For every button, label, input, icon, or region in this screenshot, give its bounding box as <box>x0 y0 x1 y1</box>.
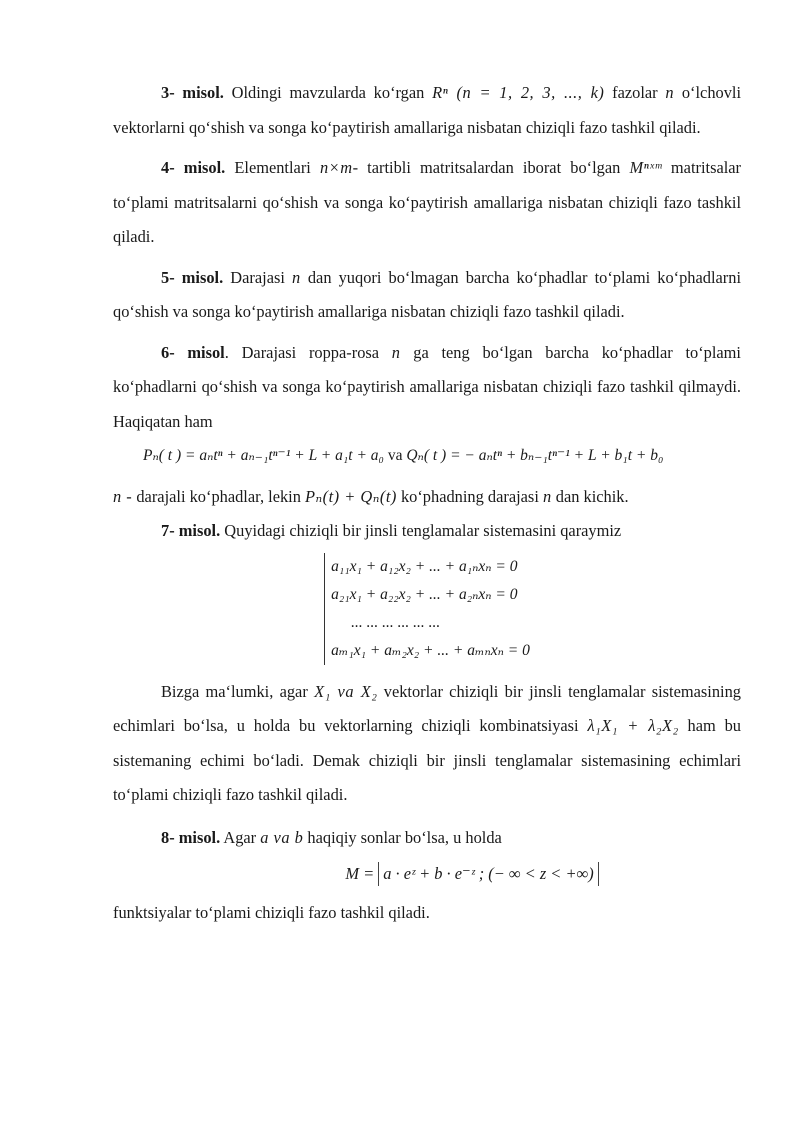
example-8 <box>113 821 741 856</box>
explanation-text: Bizga ma‘lumki, agar <box>161 681 315 701</box>
example-6-label: 6- misol <box>161 342 225 362</box>
equation-row: ... ... ... ... ... ... <box>351 613 441 631</box>
formula-M <box>113 857 741 892</box>
document-body <box>113 76 741 930</box>
math-n: n <box>542 486 552 506</box>
example-8-final: funktsiyalar to‘plami chiziqli fazo tashkil qiladi. <box>113 902 430 922</box>
example-3-label: 3- misol. <box>161 83 224 102</box>
formula-P: Pₙ( t ) = aₙtⁿ + aₙ₋₁tⁿ⁻¹ + L + a₁t + a₀ <box>143 447 384 464</box>
example-5 <box>113 261 741 330</box>
math-sum: Pₙ(t) + Qₙ(t) <box>305 486 397 506</box>
math-n: n <box>292 267 301 287</box>
equation-row: a₁₁x₁ + a₁₂x₂ + ... + a₁ₙxₙ = 0 <box>331 557 518 575</box>
formula-Q: Qₙ( t ) = − aₙtⁿ + bₙ₋₁tⁿ⁻¹ + L + b₁t + b₀ <box>406 447 664 464</box>
example-4-text: Elementlari <box>225 158 320 177</box>
example-3 <box>113 76 741 145</box>
math-n: n - <box>113 486 133 506</box>
example-5-label: 5- misol. <box>161 267 224 287</box>
equation-system-brace <box>324 553 530 665</box>
example-6-text: . Darajasi roppa-rosa <box>224 342 392 362</box>
example-7 <box>113 514 741 549</box>
math-M: Mⁿˣᵐ <box>629 158 662 177</box>
example-6 <box>113 336 741 440</box>
example-3-text: Oldingi mavzularda ko‘rgan <box>223 83 433 102</box>
example-5-text: Darajasi <box>223 267 293 287</box>
equation-row: aₘ₁x₁ + aₘ₂x₂ + ... + aₘₙxₙ = 0 <box>331 641 530 659</box>
example-7-text: Quyidagi chiziqli bir jinsli tenglamalar sistemasini qaraymiz <box>220 521 622 540</box>
example-4-label: 4- misol. <box>161 158 226 177</box>
equation-system <box>113 549 741 671</box>
example-4-text: - tartibli matritsalardan iborat bo‘lgan <box>352 158 630 177</box>
equation-row: a₂₁x₁ + a₂₂x₂ + ... + a₂ₙxₙ = 0 <box>331 585 518 603</box>
math-X1-X2: X₁ va X₂ <box>314 681 378 701</box>
math-Rn: Rⁿ (n = 1, 2, 3, ..., k) <box>432 83 605 102</box>
example-3-text: fazolar <box>604 83 666 102</box>
formula-M-label: M = <box>345 864 375 883</box>
continuation-text: dan kichik. <box>551 486 629 506</box>
explanation-text: vektorlar chiziqli bir jinsli tenglamalar sistemasining echimlari bo‘lsa, u holda bu vektorlarning chiziqli kombinatsiyasi <box>113 681 741 735</box>
math-lambda-comb: λ₁X₁ + λ₂X₂ <box>587 716 679 735</box>
math-a-b: a va b <box>260 827 304 847</box>
continuation-text: ko‘phadning darajasi <box>396 486 543 506</box>
example-4 <box>113 151 741 255</box>
example-8-text: Agar <box>220 827 261 847</box>
formula-pq <box>113 439 741 474</box>
formula-va: va <box>387 447 403 464</box>
example-6-text: ga teng bo‘lgan barcha ko‘phadlar to‘plami ko‘phadlarni qo‘shish va songa ko‘paytirish amallariga nisbatan chiziqli fazo tashkil qilmaydi. Haqiqatan ham <box>113 342 741 431</box>
example-5-text: dan yuqori bo‘lmagan barcha ko‘phadlar to‘plami ko‘phadlarni qo‘shish va songa ko‘paytirish amallariga nisbatan chiziqli fazo tashkil qiladi. <box>113 267 741 321</box>
explanation-text: ham bu sistemaning echimi bo‘ladi. Demak chiziqli bir jinsli tenglamalar sistemasining echimlari to‘plami chiziqli fazo tashkil qiladi. <box>113 716 742 804</box>
example-8-text: haqiqiy sonlar bo‘lsa, u holda <box>303 827 502 847</box>
math-n: n <box>391 342 401 362</box>
example-4-text: matritsalar to‘plami matritsalarni qo‘shish va songa ko‘paytirish amallariga nisbatan chiziqli fazo tashkil qiladi. <box>113 158 742 246</box>
example-3-text: o‘lchovli vektorlarni qo‘shish va songa ko‘paytirish amallariga nisbatan chiziqli fazo tashkil qiladi. <box>113 83 742 137</box>
example-7-label: 7- misol. <box>161 521 221 540</box>
example-7-explanation <box>113 675 741 813</box>
example-6-continuation <box>113 480 741 515</box>
example-8-label: 8- misol. <box>161 827 221 847</box>
formula-M-set: a · eᶻ + b · e⁻ᶻ ; (− ∞ < z < +∞) <box>378 862 598 886</box>
math-nxm: n×m <box>319 158 353 177</box>
continuation-text: darajali ko‘phadlar, lekin <box>132 486 306 506</box>
math-n: n <box>665 83 675 102</box>
